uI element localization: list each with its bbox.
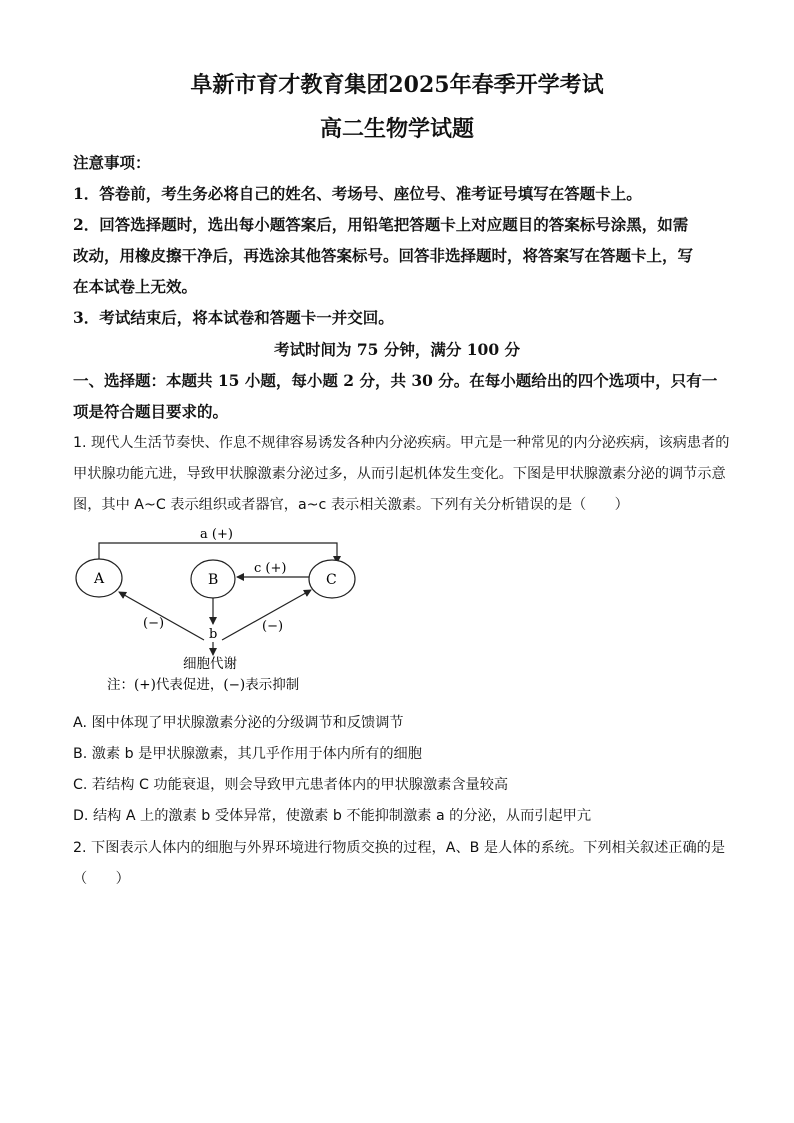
- q1-option-c: C. 若结构 C 功能衰退，则会导致甲亢患者体内的甲状腺激素含量较高: [73, 777, 509, 793]
- q2-stem-line-1: 2. 下图表示人体内的细胞与外界环境进行物质交换的过程，A、B 是人体的系统。下列相关叙述正确的是: [73, 840, 726, 856]
- section-heading-line-2: 项是符合题目要求的。: [73, 402, 229, 421]
- section-heading-line-1: 一、选择题：本题共 15 小题，每小题 2 分，共 30 分。在每小题给出的四个选项中，只有一: [73, 371, 718, 390]
- notice-item-1: 1．答卷前，考生务必将自己的姓名、考场号、座位号、准考证号填写在答题卡上。: [73, 184, 642, 203]
- exam-subtitle: 高二生物学试题: [319, 116, 474, 142]
- q2-stem-line-2: （ ）: [73, 871, 130, 887]
- notice-item-2-cont: 改动，用橡皮擦干净后，再选涂其他答案标号。回答非选择题时，将答案写在答题卡上，写: [73, 246, 694, 265]
- exam-title: 阜新市育才教育集团2025年春季开学考试: [190, 72, 604, 98]
- label-metabolism: 细胞代谢: [183, 656, 237, 672]
- label-a: a (+): [200, 527, 233, 542]
- notice-item-2: 2．回答选择题时，选出每小题答案后，用铅笔把答题卡上对应题目的答案标号涂黑，如需: [73, 215, 689, 234]
- label-neg-right: (−): [262, 619, 284, 634]
- notice-heading: 注意事项：: [73, 153, 151, 172]
- time-info: 考试时间为 75 分钟，满分 100 分: [273, 340, 520, 359]
- node-a-label: A: [94, 571, 105, 587]
- label-neg-left: (−): [143, 616, 165, 631]
- notice-item-3: 3．考试结束后，将本试卷和答题卡一并交回。: [73, 308, 394, 327]
- label-c: c (+): [254, 561, 287, 576]
- node-c-label: C: [326, 572, 337, 588]
- node-b-label: B: [208, 572, 219, 588]
- label-b: b: [209, 627, 218, 642]
- q1-option-b: B. 激素 b 是甲状腺激素，其几乎作用于体内所有的细胞: [73, 746, 422, 762]
- thyroid-regulation-diagram: [60, 522, 380, 702]
- diagram-note: 注：(+)代表促进，(−)表示抑制: [107, 677, 300, 693]
- q1-stem-line-1: 1. 现代人生活节奏快、作息不规律容易诱发各种内分泌疾病。甲亢是一种常见的内分泌疾病，该病患者的: [73, 435, 730, 451]
- q1-stem-line-2: 甲状腺功能亢进，导致甲状腺激素分泌过多，从而引起机体发生变化。下图是甲状腺激素分泌的调节示意: [73, 466, 726, 482]
- notice-item-2-end: 在本试卷上无效。: [73, 277, 198, 296]
- q1-option-d: D. 结构 A 上的激素 b 受体异常，使激素 b 不能抑制激素 a 的分泌，从而引起甲亢: [73, 808, 592, 824]
- q1-option-a: A. 图中体现了甲状腺激素分泌的分级调节和反馈调节: [73, 715, 404, 731]
- q1-stem-line-3: 图，其中 A~C 表示组织或者器官，a~c 表示相关激素。下列有关分析错误的是（ ）: [73, 497, 629, 513]
